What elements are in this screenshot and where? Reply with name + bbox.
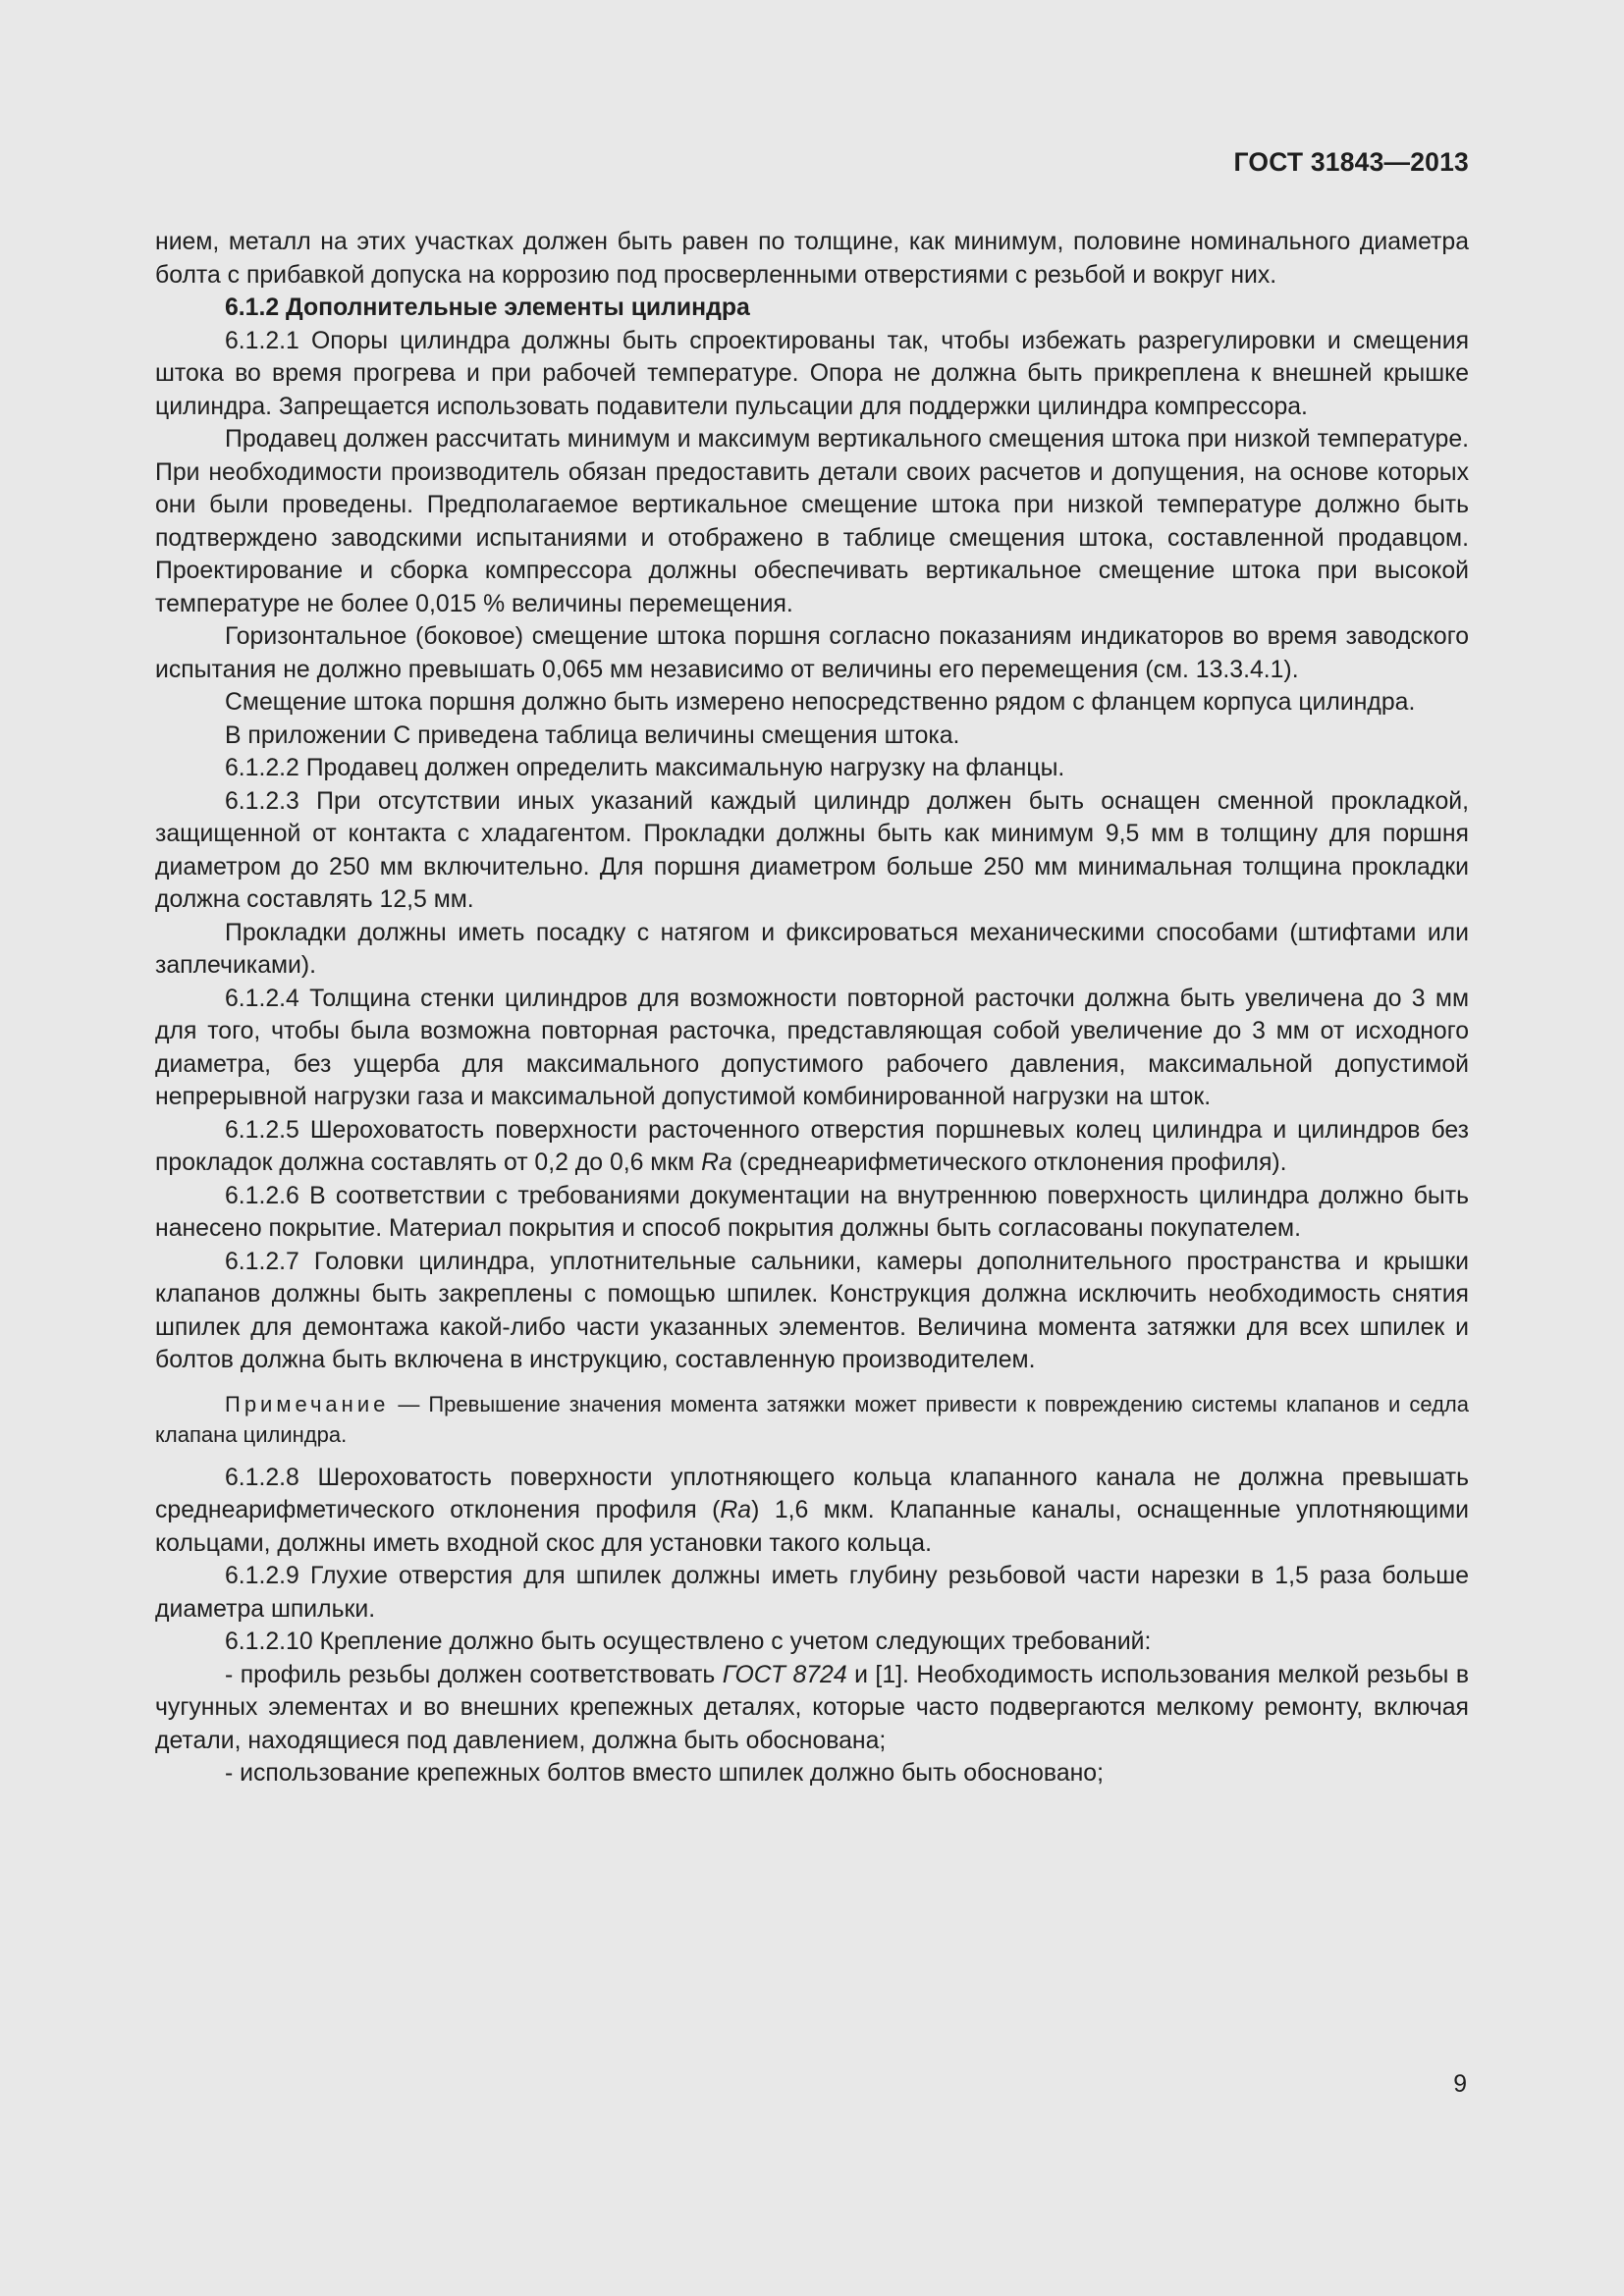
note: [155, 1389, 1469, 1450]
italic-symbol-ra: Ra: [701, 1149, 732, 1176]
text-run: 6.1.2.8 Шероховатость поверхности уплотняющего кольца клапанного канала не должна превышать среднеарифметического отклонения профиля (: [155, 1464, 1469, 1523]
document-code-header: ГОСТ 31843—2013: [1233, 147, 1469, 177]
standard-reference: ГОСТ 8724: [722, 1661, 847, 1688]
paragraph-6-1-2-9: 6.1.2.9 Глухие отверстия для шпилек должны иметь глубину резьбовой части нарезки в 1,5 раза больше диаметра шпильки.: [155, 1563, 1469, 1623]
italic-symbol-ra: Ra: [720, 1497, 752, 1523]
text-run: и [1]. Необходимость использования мелкой резьбы в чугунных элементах и во внешних крепежных деталях, которые часто подвергаются мелкому ремонту, включая детали, находящиеся под давлением, должна быть обоснована;: [155, 1661, 1469, 1754]
text-run: (среднеарифметического отклонения профиля).: [731, 1149, 1287, 1176]
paragraph-appendix-reference: В приложении С приведена таблица величины смещения штока.: [225, 721, 960, 749]
paragraph-6-1-2-7: 6.1.2.7 Головки цилиндра, уплотнительные сальники, камеры дополнительного пространства и крышки клапанов должны быть закреплены с помощью шпилек. Конструкция должна исключить необходимость снятия шпилек для демонтажа какой-либо части указанных элементов. Величина момента затяжки для всех шпилек и болтов должна быть включена в инструкцию, составленную производителем.: [155, 1248, 1469, 1373]
paragraph-6-1-2-1: 6.1.2.1 Опоры цилиндра должны быть спроектированы так, чтобы избежать разрегулировки и смещения штока во время прогрева и при рабочей температуре. Опора не должна быть прикреплена к внешней крышке цилиндра. Запрещается использовать подавители пульсации для поддержки цилиндра компрессора.: [155, 327, 1469, 420]
paragraph-continuation: нием, металл на этих участках должен быть равен по толщине, как минимум, половине номинального диаметра болта с прибавкой допуска на коррозию под просверленными отверстиями с резьбой и вокруг них.: [155, 229, 1469, 289]
list-item-bolts: - использование крепежных болтов вместо шпилек должно быть обосновано;: [225, 1760, 1104, 1787]
text-run: - профиль резьбы должен соответствовать: [225, 1661, 723, 1688]
paragraph-6-1-2-6: 6.1.2.6 В соответствии с требованиями документации на внутреннюю поверхность цилиндра должно быть нанесено покрытие. Материал покрытия и способ покрытия должны быть согласованы покупателем.: [155, 1182, 1469, 1242]
paragraph-6-1-2-10: 6.1.2.10 Крепление должно быть осуществлено с учетом следующих требований:: [225, 1629, 1152, 1655]
paragraph-liners: Прокладки должны иметь посадку с натягом и фиксироваться механическими способами (штифтами или заплечиками).: [155, 919, 1469, 979]
note-label: Примечание: [225, 1391, 390, 1416]
paragraph-6-1-2-8: [155, 1462, 1469, 1561]
paragraph-6-1-2-3: 6.1.2.3 При отсутствии иных указаний каждый цилиндр должен быть оснащен сменной прокладкой, защищенной от контакта с хладагентом. Прокладки должны быть как минимум 9,5 мм в толщину для поршня диаметром до 250 мм включительно. Для поршня диаметром больше 250 мм минимальная толщина прокладки должна составлять 12,5 мм.: [155, 787, 1469, 913]
paragraph-measure-displacement: Смещение штока поршня должно быть измерено непосредственно рядом с фланцем корпуса цилиндра.: [225, 689, 1416, 716]
section-heading-6-1-2: 6.1.2 Дополнительные элементы цилиндра: [225, 294, 750, 321]
paragraph-seller-displacement: Продавец должен рассчитать минимум и максимум вертикального смещения штока при низкой температуре. При необходимости производитель обязан предоставить детали своих расчетов и допущения, на основе которых они были проведены. Предполагаемое вертикальное смещение штока при низкой температуре должно быть подтверждено заводскими испытаниями и отображено в таблице смещения штока, составленной продавцом. Проектирование и сборка компрессора должны обеспечивать вертикальное смещение штока при высокой температуре не более 0,015 % величины перемещения.: [155, 426, 1469, 617]
paragraph-6-1-2-5: [155, 1114, 1469, 1180]
paragraph-6-1-2-4: 6.1.2.4 Толщина стенки цилиндров для возможности повторной расточки должна быть увеличена до 3 мм для того, чтобы была возможна повторная расточка, представляющая собой увеличение до 3 мм от исходного диаметра, без ущерба для максимального допустимого рабочего давления, максимальной допустимой непрерывной нагрузки газа и максимальной допустимой комбинированной нагрузки на шток.: [155, 985, 1469, 1110]
text-run: 6.1.2.5 Шероховатость поверхности расточенного отверстия поршневых колец цилиндра и цилиндров без прокладок должна составлять от 0,2 до 0,6 мкм: [155, 1116, 1469, 1176]
paragraph-horizontal-displacement: Горизонтальное (боковое) смещение штока поршня согласно показаниям индикаторов во время заводского испытания не должно превышать 0,065 мм независимо от величины его перемещения (см. 13.3.4.1).: [155, 623, 1469, 683]
list-item-thread-profile: [155, 1659, 1469, 1758]
page-number: 9: [1453, 2071, 1467, 2098]
text-run: ) 1,6 мкм. Клапанные каналы, оснащенные уплотняющими кольцами, должны иметь входной скос для установки такого кольца.: [155, 1497, 1470, 1557]
note-text: — Превышение значения момента затяжки может привести к повреждению системы клапанов и седла клапана цилиндра.: [155, 1391, 1469, 1447]
paragraph-6-1-2-2: 6.1.2.2 Продавец должен определить максимальную нагрузку на фланцы.: [225, 755, 1065, 781]
document-body: [155, 226, 1469, 1790]
